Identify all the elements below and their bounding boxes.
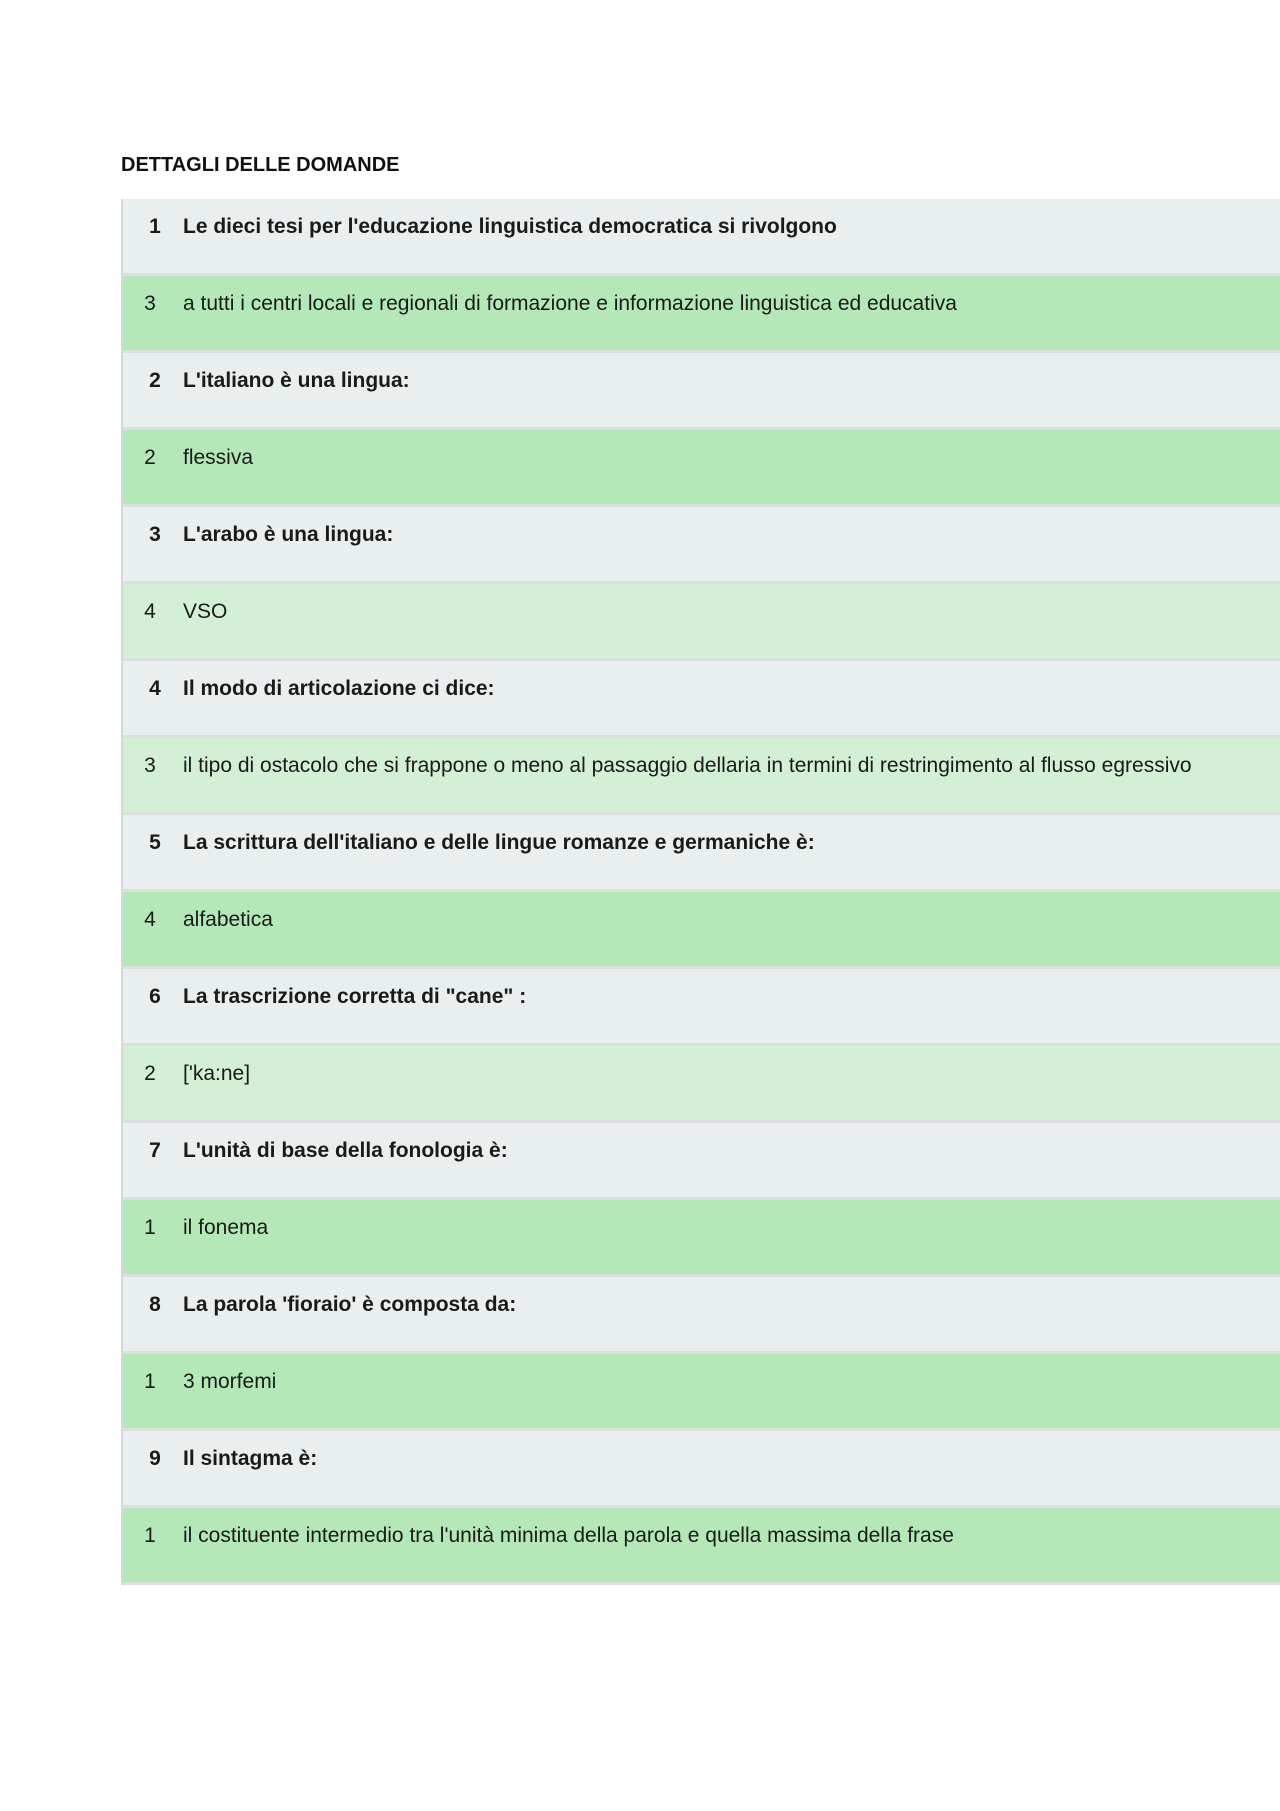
answer-row xyxy=(123,1046,1280,1123)
question-number: 9 xyxy=(149,1447,161,1470)
answer-number: 1 xyxy=(144,1524,156,1547)
question-text: L'italiano è una lingua: xyxy=(183,369,410,392)
question-number: 3 xyxy=(149,523,161,546)
question-row xyxy=(123,507,1280,584)
question-row xyxy=(123,969,1280,1046)
answer-row xyxy=(123,892,1280,969)
answer-text: a tutti i centri locali e regionali di formazione e informazione linguistica ed educativa xyxy=(183,292,957,315)
question-number: 4 xyxy=(149,677,161,700)
question-number: 8 xyxy=(149,1293,161,1316)
question-number: 2 xyxy=(149,369,161,392)
answer-row xyxy=(123,738,1280,815)
answer-text: il fonema xyxy=(183,1216,269,1239)
answer-text: ['ka:ne] xyxy=(183,1062,251,1085)
answer-number: 3 xyxy=(144,292,156,315)
answer-row xyxy=(123,1200,1280,1277)
question-row xyxy=(123,199,1280,276)
question-text: Le dieci tesi per l'educazione linguistica democratica si rivolgono xyxy=(183,215,837,238)
answer-row xyxy=(123,276,1280,353)
question-text: Il modo di articolazione ci dice: xyxy=(183,677,495,700)
questions-table xyxy=(121,199,1280,1585)
answer-row xyxy=(123,1508,1280,1585)
question-row xyxy=(123,1277,1280,1354)
question-row xyxy=(123,661,1280,738)
answer-row xyxy=(123,1354,1280,1431)
question-text: La parola 'fioraio' è composta da: xyxy=(183,1293,517,1316)
answer-number: 2 xyxy=(144,446,156,469)
question-row xyxy=(123,353,1280,430)
page-title: DETTAGLI DELLE DOMANDE xyxy=(121,154,400,176)
answer-text: il tipo di ostacolo che si frappone o meno al passaggio dellaria in termini di restringimento al flusso egressivo xyxy=(183,754,1192,777)
question-text: La trascrizione corretta di "cane" : xyxy=(183,985,527,1008)
question-row xyxy=(123,1431,1280,1508)
question-row xyxy=(123,815,1280,892)
answer-text: alfabetica xyxy=(183,908,273,931)
answer-text: flessiva xyxy=(183,446,254,469)
question-row xyxy=(123,1123,1280,1200)
answer-number: 4 xyxy=(144,908,156,931)
question-number: 6 xyxy=(149,985,161,1008)
question-number: 5 xyxy=(149,831,161,854)
question-number: 1 xyxy=(149,215,161,238)
answer-number: 1 xyxy=(144,1370,156,1393)
question-text: L'unità di base della fonologia è: xyxy=(183,1139,508,1162)
question-number: 7 xyxy=(149,1139,161,1162)
answer-number: 3 xyxy=(144,754,156,777)
answer-row xyxy=(123,584,1280,661)
answer-number: 4 xyxy=(144,600,156,623)
question-text: La scrittura dell'italiano e delle lingue romanze e germaniche è: xyxy=(183,831,815,854)
question-text: L'arabo è una lingua: xyxy=(183,523,394,546)
answer-text: VSO xyxy=(183,600,228,623)
answer-row xyxy=(123,430,1280,507)
answer-text: il costituente intermedio tra l'unità minima della parola e quella massima della frase xyxy=(183,1524,954,1547)
answer-number: 1 xyxy=(144,1216,156,1239)
answer-number: 2 xyxy=(144,1062,156,1085)
answer-text: 3 morfemi xyxy=(183,1370,277,1393)
question-text: Il sintagma è: xyxy=(183,1447,318,1470)
